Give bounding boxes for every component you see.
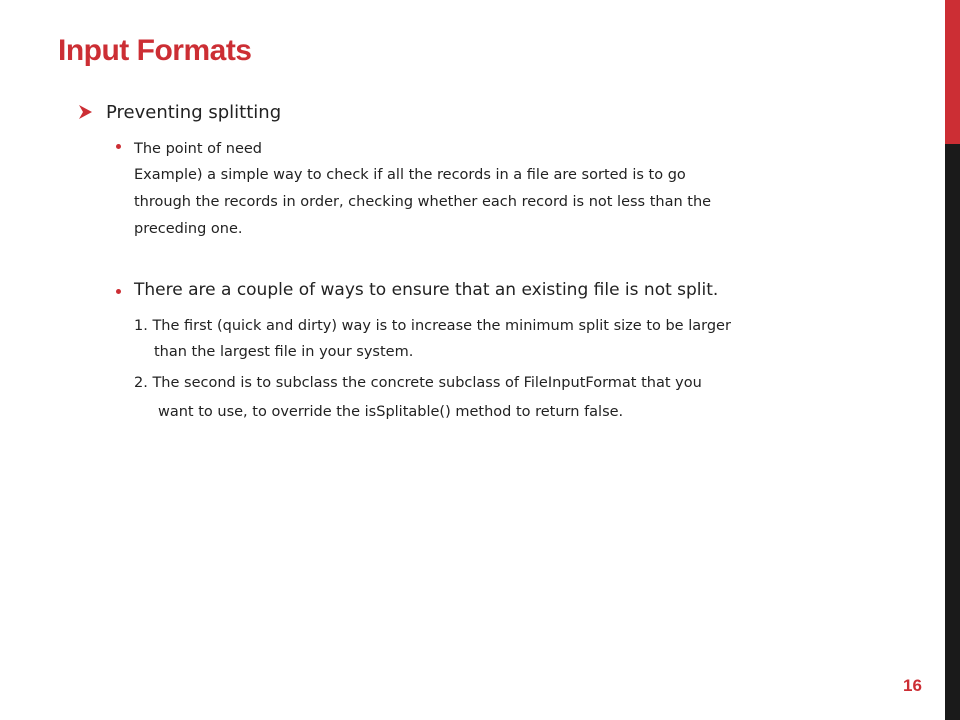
example-line: preceding one. — [134, 221, 243, 237]
way1-line: 1. The first (quick and dirty) way is to increase the minimum split size to be larger — [134, 318, 731, 334]
example-line: Example) a simple way to check if all the records in a file are sorted is to go — [134, 167, 686, 183]
way1-line: than the largest file in your system. — [154, 344, 414, 360]
bullet-dot-icon — [116, 144, 121, 149]
bullet-preventing-splitting: Preventing splitting — [106, 102, 282, 123]
example-paragraph — [134, 162, 834, 243]
page-number: 16 — [903, 676, 922, 695]
example-line: through the records in order, checking whether each record is not less than the — [134, 194, 712, 210]
way2-line: 2. The second is to subclass the concrete subclass of FileInputFormat that you — [134, 375, 702, 391]
bullet-ways-heading: There are a couple of ways to ensure that an existing file is not split. — [134, 280, 719, 300]
side-dark-bar — [945, 144, 960, 720]
bullet-point-of-need: The point of need — [134, 141, 262, 157]
way2-line: want to use, to override the isSplitable() method to return false. — [158, 404, 624, 420]
page-title: Input Formats — [58, 34, 252, 67]
side-accent-bar — [945, 0, 960, 144]
bullet-dot-icon — [116, 289, 121, 294]
arrow-bullet-icon — [78, 104, 94, 120]
